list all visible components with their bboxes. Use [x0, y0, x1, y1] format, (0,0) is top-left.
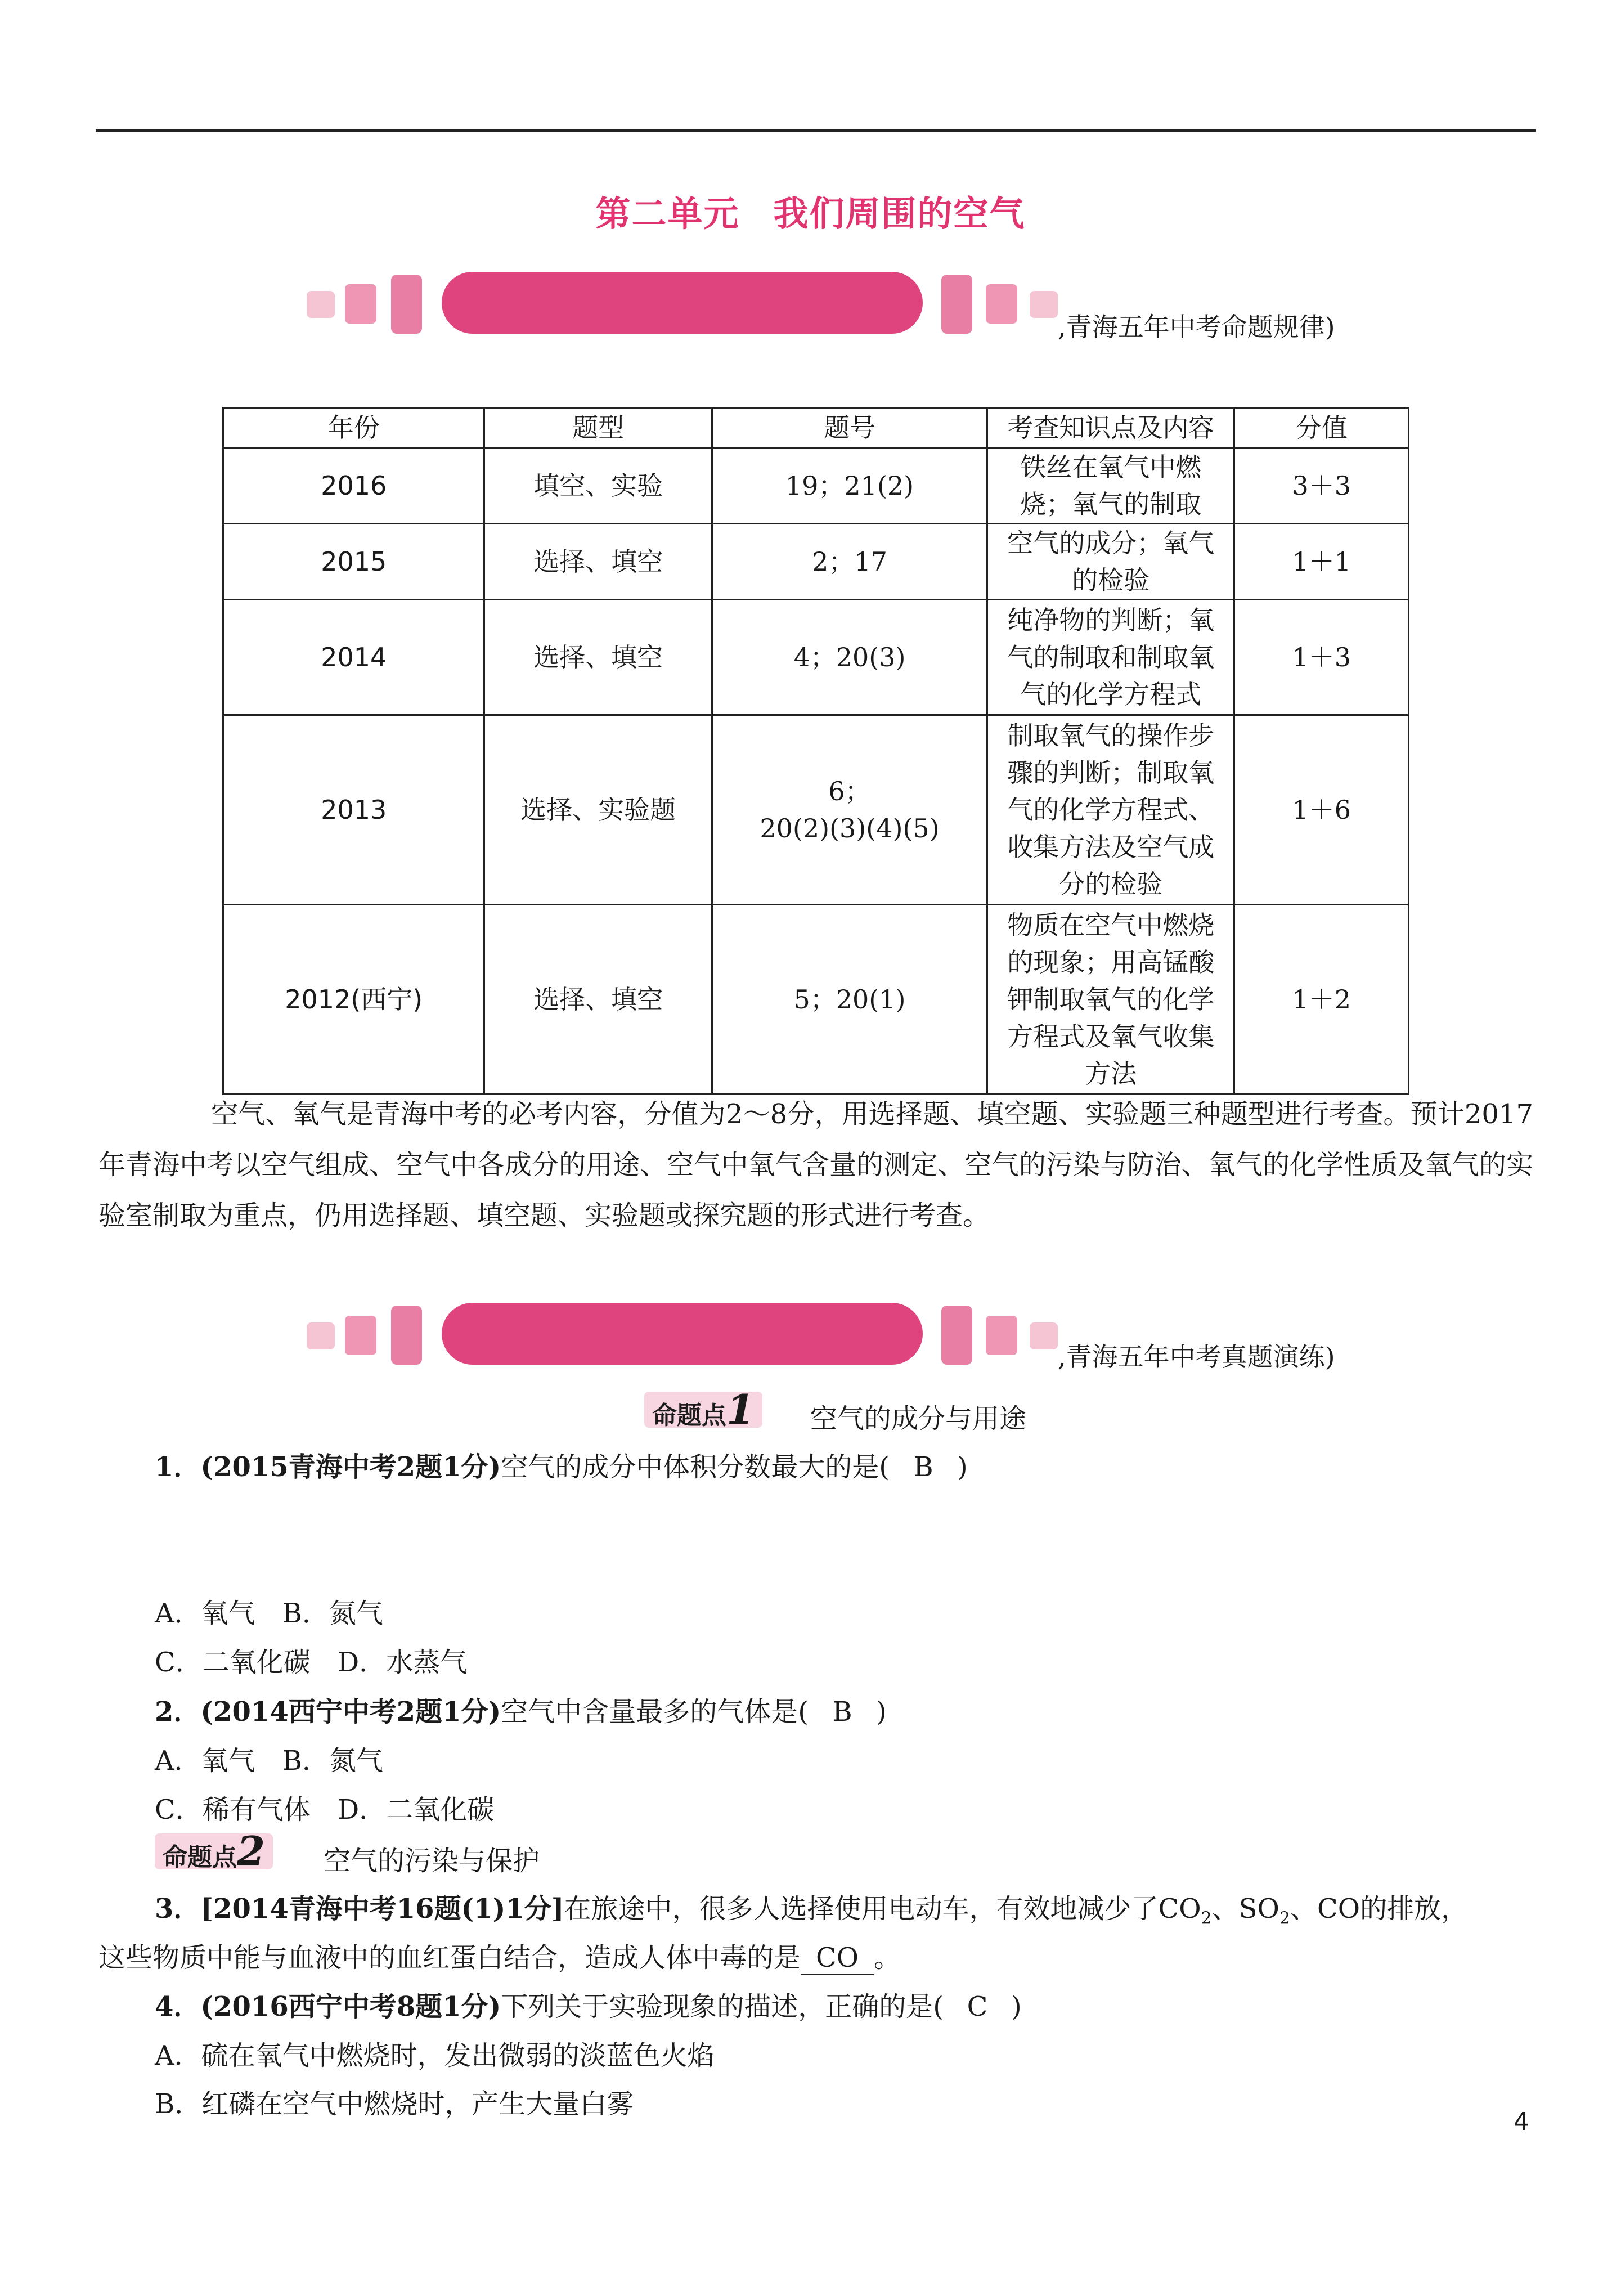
number-line: 6；: [828, 776, 871, 806]
question-stem: 在旅途中，很多人选择使用电动车，有效地减少了CO: [564, 1893, 1201, 1925]
content-line: 方法: [1085, 1059, 1137, 1089]
content-line: 制取氧气的操作步: [1007, 720, 1215, 751]
content-line: 钾制取氧气的化学: [1007, 984, 1215, 1015]
subscript: 2: [1201, 1908, 1212, 1929]
question-stem: 这些物质中能与血液中的血红蛋白结合，造成人体中毒的是: [98, 1942, 801, 1974]
cell-content: [987, 905, 1234, 1095]
content-line: 气的制取和制取氧: [1007, 642, 1215, 672]
question-1-options-ab: A．氧气 B．氮气: [155, 1598, 383, 1629]
table-row: [223, 600, 1409, 715]
col-header-number: 题号: [712, 408, 987, 448]
number-line: 20(2)(3)(4)(5): [760, 813, 940, 844]
cell-type: 选择、填空: [484, 600, 712, 715]
banner-decor-square: [986, 1316, 1017, 1355]
question-source: (2016西宁中考8题1分): [200, 1991, 501, 2023]
col-header-type: 题型: [484, 408, 712, 448]
cell-score: 1＋6: [1234, 715, 1409, 905]
exam-pattern-table: [222, 407, 1409, 1095]
banner-decor-square: [345, 1316, 376, 1355]
topic-tag: [155, 1827, 273, 1875]
question-source: (2014西宁中考2题1分): [200, 1696, 501, 1728]
banner-2-label: ,青海五年中考真题演练): [1058, 1342, 1335, 1372]
content-line: 骤的判断；制取氧: [1007, 757, 1215, 788]
banner-decor-square: [307, 1322, 335, 1349]
question-1-options-cd: C．二氧化碳 D．水蒸气: [155, 1647, 468, 1678]
question-stem: 、CO的排放，: [1290, 1893, 1469, 1925]
cell-number: 4；20(3): [712, 600, 987, 715]
table-row: [223, 448, 1409, 524]
cell-type: 选择、填空: [484, 524, 712, 600]
bracket: ): [875, 1696, 887, 1728]
content-line: 空气的成分；氧气: [1007, 528, 1215, 558]
page-number: 4: [1514, 2107, 1529, 2136]
question-3-line-2: [98, 1936, 901, 1975]
content-line: 的检验: [1072, 565, 1150, 595]
cell-number: 19；21(2): [712, 448, 987, 524]
question-stem: 空气的成分中体积分数最大的是(: [501, 1451, 890, 1483]
title-topic: 我们周围的空气: [773, 193, 1026, 234]
question-stem: 空气中含量最多的气体是(: [501, 1696, 809, 1728]
cell-score: 1＋3: [1234, 600, 1409, 715]
question-number: 2: [155, 1696, 174, 1728]
question-3: 3．[2014青海中考16题(1)1分]在旅途中，很多人选择使用电动车，有效地减少了$CO_2$、$SO_2$、CO的排放，: [155, 1893, 1469, 1929]
content-line: 物质在空气中燃烧: [1007, 910, 1215, 940]
question-source: (2015青海中考2题1分): [200, 1451, 501, 1483]
banner-decor-square: [986, 284, 1017, 324]
question-2: 2．(2014西宁中考2题1分)空气中含量最多的气体是( B ): [155, 1696, 887, 1728]
question-2-options-ab: A．氧气 B．氮气: [155, 1745, 383, 1777]
banner-decor-square: [1030, 291, 1058, 318]
topic-1-title: 空气的成分与用途: [810, 1403, 1027, 1434]
bracket: ): [957, 1451, 968, 1483]
banner-decor-square: [1030, 1322, 1058, 1349]
content-line: 收集方法及空气成: [1007, 832, 1215, 862]
banner-decor-bar: [391, 275, 422, 334]
question-4: 4．(2016西宁中考8题1分)下列关于实验现象的描述，正确的是( C ): [155, 1991, 1022, 2023]
punctuation: 。: [874, 1942, 901, 1974]
question-number: 3: [155, 1893, 174, 1925]
content-line: 纯净物的判断；氧: [1007, 605, 1215, 635]
question-source: [2014青海中考16题(1)1分]: [200, 1893, 564, 1925]
content-line: 气的化学方程式: [1020, 679, 1202, 710]
bracket: ): [1011, 1991, 1022, 2023]
answer-text: C: [967, 1991, 988, 2023]
cell-year: 2016: [223, 448, 484, 524]
table-row: [223, 524, 1409, 600]
question-4-option-b: B．红磷在空气中燃烧时，产生大量白雾: [155, 2088, 634, 2120]
answer-text: B: [832, 1696, 852, 1728]
cell-content: [987, 600, 1234, 715]
question-1: 1．(2015青海中考2题1分)空气的成分中体积分数最大的是( B ): [155, 1451, 968, 1483]
question-stem: 、SO: [1211, 1893, 1279, 1925]
table-row: [223, 715, 1409, 905]
cell-content: [987, 524, 1234, 600]
table-row: [223, 905, 1409, 1095]
col-header-content: 考查知识点及内容: [987, 408, 1234, 448]
question-4-option-a: A．硫在氧气中燃烧时，发出微弱的淡蓝色火焰: [155, 2040, 715, 2071]
topic-2-title: 空气的污染与保护: [324, 1845, 540, 1877]
topic-label: 命题点: [652, 1401, 726, 1430]
page-title: [0, 186, 1621, 236]
banner-decor-bar: [941, 1306, 972, 1365]
cell-score: 1＋2: [1234, 905, 1409, 1095]
title-unit: 第二单元: [595, 193, 740, 234]
topic-tag: [644, 1385, 762, 1433]
banner-decor-square: [307, 291, 335, 318]
question-2-options-cd: C．稀有气体 D．二氧化碳: [155, 1794, 495, 1826]
cell-type: 填空、实验: [484, 448, 712, 524]
summary-paragraph: [98, 1089, 1533, 1241]
cell-number: [712, 715, 987, 905]
content-line: 方程式及氧气收集: [1007, 1021, 1215, 1052]
cell-year: 2013: [223, 715, 484, 905]
cell-type: 选择、实验题: [484, 715, 712, 905]
topic-number: 2: [237, 1827, 266, 1875]
content-line: 气的化学方程式、: [1007, 795, 1215, 825]
banner-pill: [442, 272, 923, 334]
col-header-year: 年份: [223, 408, 484, 448]
question-stem: 下列关于实验现象的描述，正确的是(: [501, 1991, 944, 2023]
subscript: 2: [1279, 1908, 1290, 1929]
answer-text: B: [913, 1451, 933, 1483]
answer-blank: CO: [801, 1942, 874, 1975]
banner-decor-bar: [941, 275, 972, 334]
banner-decor-bar: [391, 1306, 422, 1365]
cell-content: [987, 448, 1234, 524]
cell-number: 5；20(1): [712, 905, 987, 1095]
cell-score: 3＋3: [1234, 448, 1409, 524]
content-line: 的现象；用高锰酸: [1007, 947, 1215, 977]
banner-decor-square: [345, 284, 376, 324]
table-header-row: [223, 408, 1409, 448]
topic-label: 命题点: [163, 1843, 237, 1872]
cell-score: 1＋1: [1234, 524, 1409, 600]
question-number: 4: [155, 1991, 174, 2023]
content-line: 分的检验: [1059, 869, 1163, 899]
topic-number: 1: [726, 1385, 755, 1433]
cell-year: 2012(西宁): [223, 905, 484, 1095]
cell-year: 2015: [223, 524, 484, 600]
content-line: 烧；氧气的制取: [1020, 489, 1202, 519]
cell-number: 2；17: [712, 524, 987, 600]
question-number: 1: [155, 1451, 174, 1483]
banner-pill: [442, 1303, 923, 1365]
cell-type: 选择、填空: [484, 905, 712, 1095]
summary-text: 空气、氧气是青海中考的必考内容，分值为2～8分，用选择题、填空题、实验题三种题型进行考查。预计2017年青海中考以空气组成、空气中各成分的用途、空气中氧气含量的测定、空气的污染与防治、氧气的化学性质及氧气的实验室制取为重点，仍用选择题、填空题、实验题或探究题的形式进行考查。: [98, 1098, 1533, 1231]
cell-year: 2014: [223, 600, 484, 715]
content-line: 铁丝在氧气中燃: [1020, 452, 1202, 482]
col-header-score: 分值: [1234, 408, 1409, 448]
cell-content: [987, 715, 1234, 905]
top-rule: [96, 129, 1536, 132]
banner-1-label: ,青海五年中考命题规律): [1058, 312, 1335, 342]
